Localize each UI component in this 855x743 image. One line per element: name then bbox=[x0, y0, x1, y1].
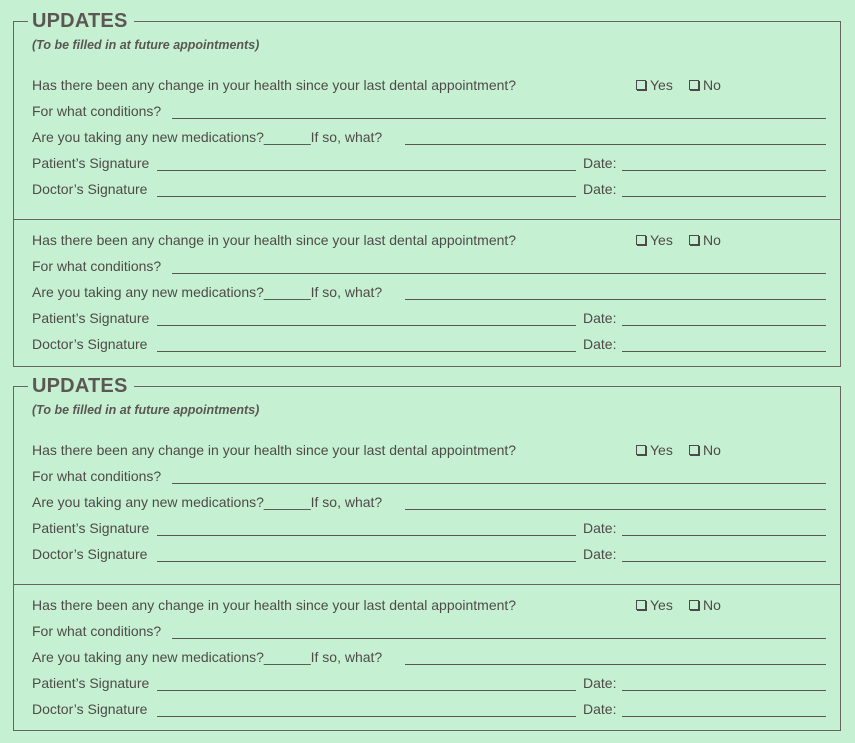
medications-row bbox=[32, 282, 826, 302]
yes-label: Yes bbox=[650, 232, 673, 248]
health-change-question: Has there been any change in your health since your last dental appointment? bbox=[32, 77, 517, 93]
date-label: Date: bbox=[583, 675, 617, 691]
update-entry bbox=[14, 230, 840, 370]
health-change-row bbox=[32, 440, 826, 460]
medications-field[interactable] bbox=[405, 509, 826, 510]
patient-signature-label: Patient’s Signature bbox=[32, 520, 150, 536]
update-entry bbox=[14, 75, 840, 215]
conditions-row bbox=[32, 101, 826, 121]
patient-signature-label: Patient’s Signature bbox=[32, 675, 150, 691]
medications-label: Are you taking any new medications?______If so, what? bbox=[32, 284, 383, 300]
patient-signature-row bbox=[32, 673, 826, 693]
section-title: UPDATES bbox=[32, 375, 128, 397]
patient-date-field[interactable] bbox=[622, 690, 826, 691]
date-label: Date: bbox=[583, 181, 617, 197]
medications-label: Are you taking any new medications?______If so, what? bbox=[32, 129, 383, 145]
checkbox-icon bbox=[636, 235, 646, 245]
health-change-question: Has there been any change in your health since your last dental appointment? bbox=[32, 232, 517, 248]
conditions-field[interactable] bbox=[172, 118, 826, 119]
yes-label: Yes bbox=[650, 597, 673, 613]
no-label: No bbox=[703, 232, 721, 248]
patient-date-field[interactable] bbox=[622, 325, 826, 326]
date-label: Date: bbox=[583, 546, 617, 562]
health-change-row bbox=[32, 595, 826, 615]
checkbox-icon bbox=[689, 600, 699, 610]
doctor-signature-label: Doctor’s Signature bbox=[32, 336, 148, 352]
patient-signature-row bbox=[32, 153, 826, 173]
doctor-signature-row bbox=[32, 334, 826, 354]
doctor-signature-field[interactable] bbox=[157, 716, 576, 717]
yes-checkbox[interactable] bbox=[636, 75, 673, 95]
entry-divider bbox=[14, 219, 840, 220]
conditions-field[interactable] bbox=[172, 483, 826, 484]
conditions-row bbox=[32, 621, 826, 641]
doctor-signature-row bbox=[32, 179, 826, 199]
health-change-question: Has there been any change in your health since your last dental appointment? bbox=[32, 597, 517, 613]
update-entry bbox=[14, 440, 840, 580]
no-checkbox[interactable] bbox=[689, 440, 721, 460]
updates-section bbox=[13, 375, 841, 731]
yes-checkbox[interactable] bbox=[636, 440, 673, 460]
patient-signature-field[interactable] bbox=[157, 170, 576, 171]
medications-row bbox=[32, 492, 826, 512]
section-subtitle: (To be filled in at future appointments) bbox=[32, 38, 260, 52]
checkbox-icon bbox=[689, 235, 699, 245]
checkbox-icon bbox=[636, 445, 646, 455]
health-change-row bbox=[32, 230, 826, 250]
checkbox-icon bbox=[689, 445, 699, 455]
yes-label: Yes bbox=[650, 442, 673, 458]
section-title-wrap bbox=[28, 373, 134, 401]
yes-checkbox[interactable] bbox=[636, 230, 673, 250]
doctor-signature-field[interactable] bbox=[157, 196, 576, 197]
health-change-row bbox=[32, 75, 826, 95]
patient-signature-row bbox=[32, 308, 826, 328]
patient-signature-row bbox=[32, 518, 826, 538]
update-entry bbox=[14, 595, 840, 735]
no-label: No bbox=[703, 77, 721, 93]
no-checkbox[interactable] bbox=[689, 75, 721, 95]
date-label: Date: bbox=[583, 155, 617, 171]
conditions-row bbox=[32, 466, 826, 486]
patient-signature-field[interactable] bbox=[157, 535, 576, 536]
conditions-label: For what conditions? bbox=[32, 258, 162, 274]
doctor-signature-label: Doctor’s Signature bbox=[32, 181, 148, 197]
date-label: Date: bbox=[583, 310, 617, 326]
conditions-row bbox=[32, 256, 826, 276]
yes-checkbox[interactable] bbox=[636, 595, 673, 615]
medications-field[interactable] bbox=[405, 299, 826, 300]
medications-field[interactable] bbox=[405, 664, 826, 665]
conditions-field[interactable] bbox=[172, 273, 826, 274]
doctor-signature-label: Doctor’s Signature bbox=[32, 546, 148, 562]
date-label: Date: bbox=[583, 520, 617, 536]
section-subtitle: (To be filled in at future appointments) bbox=[32, 403, 260, 417]
doctor-date-field[interactable] bbox=[622, 561, 826, 562]
entry-divider bbox=[14, 584, 840, 585]
health-change-question: Has there been any change in your health since your last dental appointment? bbox=[32, 442, 517, 458]
doctor-signature-field[interactable] bbox=[157, 351, 576, 352]
checkbox-icon bbox=[689, 80, 699, 90]
patient-signature-label: Patient’s Signature bbox=[32, 155, 150, 171]
no-label: No bbox=[703, 597, 721, 613]
doctor-signature-field[interactable] bbox=[157, 561, 576, 562]
conditions-label: For what conditions? bbox=[32, 468, 162, 484]
section-title: UPDATES bbox=[32, 10, 128, 32]
yes-label: Yes bbox=[650, 77, 673, 93]
medications-row bbox=[32, 127, 826, 147]
no-checkbox[interactable] bbox=[689, 230, 721, 250]
doctor-date-field[interactable] bbox=[622, 716, 826, 717]
updates-section bbox=[13, 10, 841, 367]
doctor-date-field[interactable] bbox=[622, 196, 826, 197]
conditions-field[interactable] bbox=[172, 638, 826, 639]
patient-signature-field[interactable] bbox=[157, 325, 576, 326]
patient-date-field[interactable] bbox=[622, 535, 826, 536]
conditions-label: For what conditions? bbox=[32, 623, 162, 639]
medications-field[interactable] bbox=[405, 144, 826, 145]
checkbox-icon bbox=[636, 80, 646, 90]
date-label: Date: bbox=[583, 701, 617, 717]
medications-label: Are you taking any new medications?______If so, what? bbox=[32, 494, 383, 510]
date-label: Date: bbox=[583, 336, 617, 352]
patient-date-field[interactable] bbox=[622, 170, 826, 171]
doctor-signature-label: Doctor’s Signature bbox=[32, 701, 148, 717]
section-title-wrap bbox=[28, 8, 134, 36]
no-label: No bbox=[703, 442, 721, 458]
doctor-date-field[interactable] bbox=[622, 351, 826, 352]
patient-signature-label: Patient’s Signature bbox=[32, 310, 150, 326]
checkbox-icon bbox=[636, 600, 646, 610]
medications-label: Are you taking any new medications?______If so, what? bbox=[32, 649, 383, 665]
patient-signature-field[interactable] bbox=[157, 690, 576, 691]
medications-row bbox=[32, 647, 826, 667]
doctor-signature-row bbox=[32, 699, 826, 719]
no-checkbox[interactable] bbox=[689, 595, 721, 615]
conditions-label: For what conditions? bbox=[32, 103, 162, 119]
doctor-signature-row bbox=[32, 544, 826, 564]
